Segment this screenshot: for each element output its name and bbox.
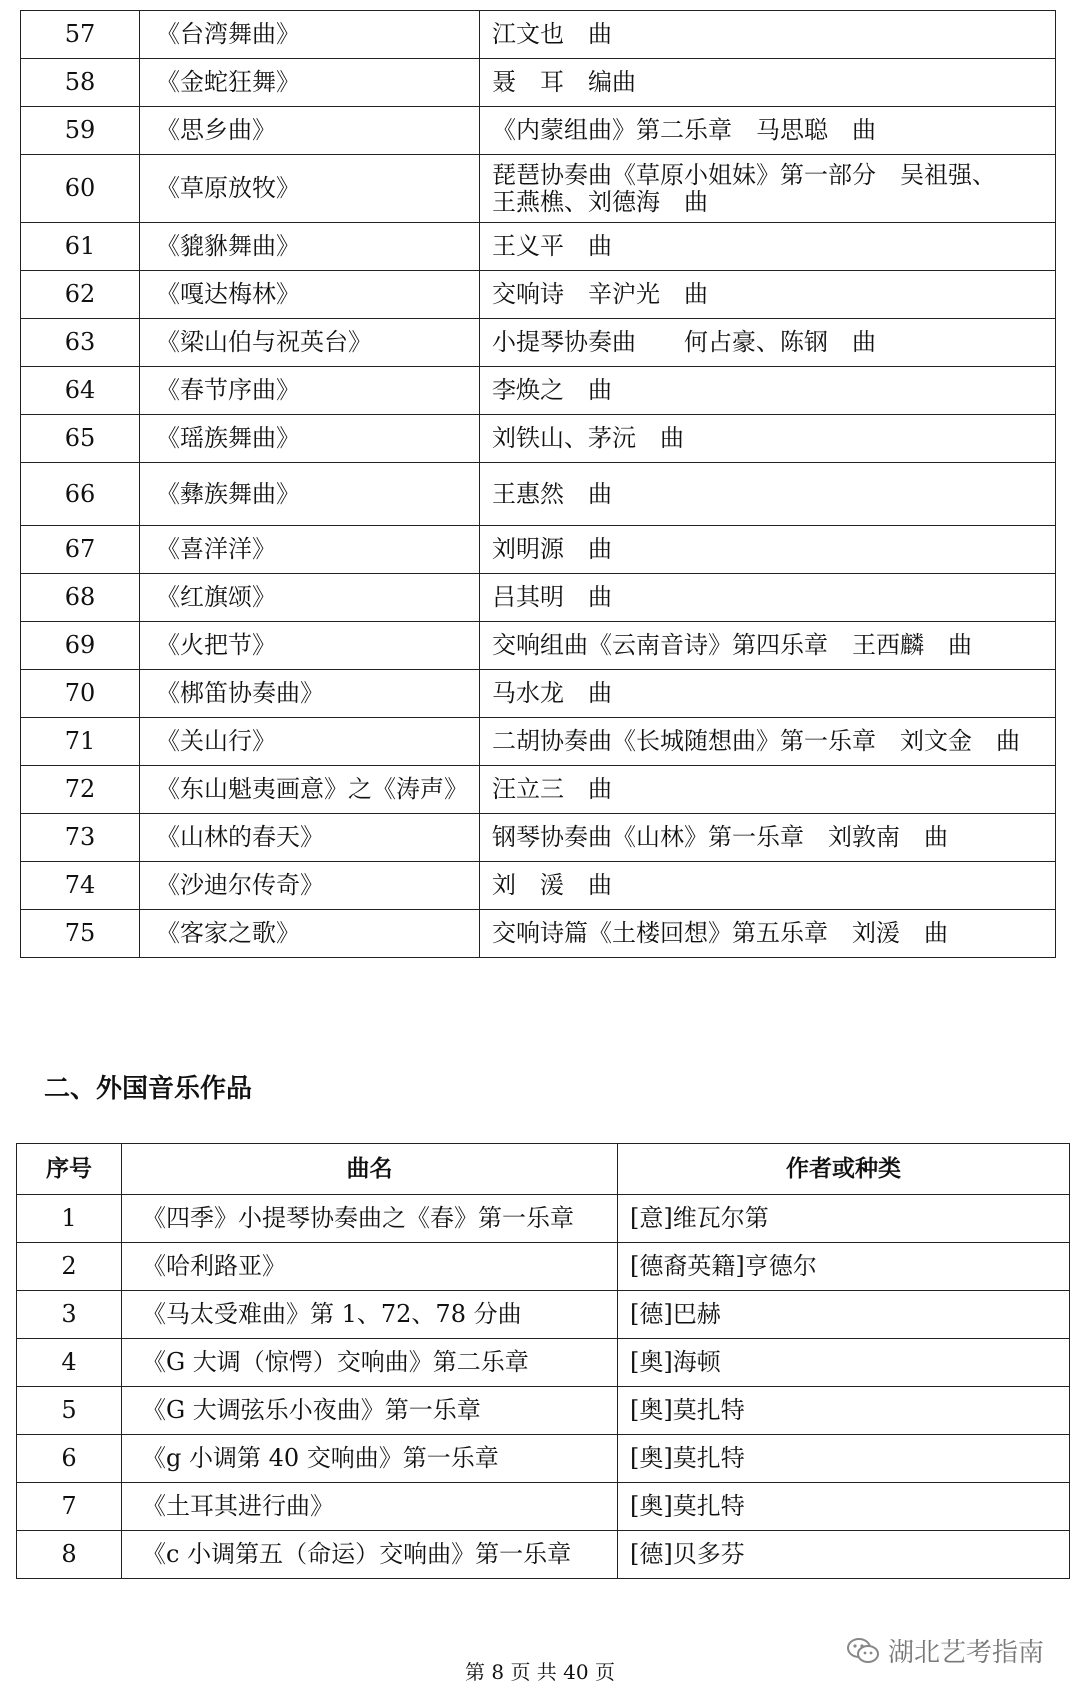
- row-number: 2: [17, 1243, 122, 1291]
- header-number: 序号: [17, 1144, 122, 1195]
- table-row: [21, 367, 1056, 415]
- work-title: 《客家之歌》: [140, 910, 480, 958]
- row-number: 63: [21, 319, 140, 367]
- work-title: 《春节序曲》: [140, 367, 480, 415]
- work-author: 江文也 曲: [480, 11, 1056, 59]
- work-author: 聂 耳 编曲: [480, 59, 1056, 107]
- work-title: 《哈利路亚》: [122, 1243, 618, 1291]
- table-row: [21, 11, 1056, 59]
- table-row: [21, 814, 1056, 862]
- work-title: 《金蛇狂舞》: [140, 59, 480, 107]
- work-title: 《G 大调（惊愕）交响曲》第二乐章: [122, 1339, 618, 1387]
- table-row: [21, 415, 1056, 463]
- work-title: 《梁山伯与祝英台》: [140, 319, 480, 367]
- table-header-row: [17, 1144, 1070, 1195]
- table-row: [21, 862, 1056, 910]
- header-title: 曲名: [122, 1144, 618, 1195]
- work-author: 交响诗 辛沪光 曲: [480, 271, 1056, 319]
- row-number: 57: [21, 11, 140, 59]
- table-row: [21, 910, 1056, 958]
- table-row: [21, 223, 1056, 271]
- work-author: 交响组曲《云南音诗》第四乐章 王西麟 曲: [480, 622, 1056, 670]
- work-author: 刘 湲 曲: [480, 862, 1056, 910]
- row-number: 5: [17, 1387, 122, 1435]
- work-title: 《四季》小提琴协奏曲之《春》第一乐章: [122, 1195, 618, 1243]
- work-title: 《瑶族舞曲》: [140, 415, 480, 463]
- domestic-works-table: [20, 10, 1056, 958]
- row-number: 68: [21, 574, 140, 622]
- work-author-line-1: 琵琶协奏曲《草原小姐妹》第一部分 吴祖强、: [492, 160, 996, 189]
- work-author: 刘铁山、茅沅 曲: [480, 415, 1056, 463]
- table-row: [17, 1483, 1070, 1531]
- work-title: 《火把节》: [140, 622, 480, 670]
- row-number: 61: [21, 223, 140, 271]
- work-title: 《土耳其进行曲》: [122, 1483, 618, 1531]
- work-title: 《嘎达梅林》: [140, 271, 480, 319]
- work-author: 钢琴协奏曲《山林》第一乐章 刘敦南 曲: [480, 814, 1056, 862]
- table-row: [21, 526, 1056, 574]
- table-row: [21, 766, 1056, 814]
- row-number: 64: [21, 367, 140, 415]
- row-number: 72: [21, 766, 140, 814]
- work-author: [奥]莫扎特: [618, 1483, 1070, 1531]
- work-title: 《草原放牧》: [140, 155, 480, 223]
- work-author: 交响诗篇《土楼回想》第五乐章 刘湲 曲: [480, 910, 1056, 958]
- row-number: 62: [21, 271, 140, 319]
- work-title: 《红旗颂》: [140, 574, 480, 622]
- work-title: 《g 小调第 40 交响曲》第一乐章: [122, 1435, 618, 1483]
- table-row: [17, 1435, 1070, 1483]
- foreign-works-table: [16, 1143, 1070, 1579]
- work-author: 吕其明 曲: [480, 574, 1056, 622]
- work-title: 《貔貅舞曲》: [140, 223, 480, 271]
- work-title: 《思乡曲》: [140, 107, 480, 155]
- table-row: [17, 1243, 1070, 1291]
- header-author: 作者或种类: [618, 1144, 1070, 1195]
- table-row: [21, 59, 1056, 107]
- work-author: 小提琴协奏曲 何占豪、陈钢 曲: [480, 319, 1056, 367]
- work-author: [德]贝多芬: [618, 1531, 1070, 1579]
- table-row: [21, 670, 1056, 718]
- row-number: 4: [17, 1339, 122, 1387]
- table-row: [21, 271, 1056, 319]
- table-row: [17, 1531, 1070, 1579]
- row-number: 6: [17, 1435, 122, 1483]
- table-row: [17, 1291, 1070, 1339]
- work-author: [意]维瓦尔第: [618, 1195, 1070, 1243]
- work-author: [480, 155, 1056, 223]
- table-row: [21, 319, 1056, 367]
- table-row: [21, 718, 1056, 766]
- row-number: 7: [17, 1483, 122, 1531]
- watermark-text: 湖北艺考指南: [887, 1638, 1044, 1668]
- row-number: 69: [21, 622, 140, 670]
- table-row: [21, 155, 1056, 223]
- table-row: [21, 107, 1056, 155]
- work-author: 马水龙 曲: [480, 670, 1056, 718]
- table-row: [21, 463, 1056, 526]
- work-title: 《G 大调弦乐小夜曲》第一乐章: [122, 1387, 618, 1435]
- work-title: 《关山行》: [140, 718, 480, 766]
- row-number: 67: [21, 526, 140, 574]
- row-number: 65: [21, 415, 140, 463]
- row-number: 73: [21, 814, 140, 862]
- page-number: 第 8 页 共 40 页: [465, 1660, 615, 1684]
- row-number: 74: [21, 862, 140, 910]
- row-number: 70: [21, 670, 140, 718]
- table-row: [17, 1387, 1070, 1435]
- work-title: 《彝族舞曲》: [140, 463, 480, 526]
- work-title: 《台湾舞曲》: [140, 11, 480, 59]
- work-author: 王惠然 曲: [480, 463, 1056, 526]
- row-number: 66: [21, 463, 140, 526]
- row-number: 75: [21, 910, 140, 958]
- section-heading: 二、外国音乐作品: [44, 1074, 253, 1104]
- row-number: 3: [17, 1291, 122, 1339]
- row-number: 1: [17, 1195, 122, 1243]
- work-author: 王义平 曲: [480, 223, 1056, 271]
- work-title: 《沙迪尔传奇》: [140, 862, 480, 910]
- row-number: 8: [17, 1531, 122, 1579]
- work-title: 《c 小调第五（命运）交响曲》第一乐章: [122, 1531, 618, 1579]
- work-title: 《马太受难曲》第 1、72、78 分曲: [122, 1291, 618, 1339]
- work-title: 《喜洋洋》: [140, 526, 480, 574]
- table-row: [17, 1195, 1070, 1243]
- row-number: 60: [21, 155, 140, 223]
- table-row: [17, 1339, 1070, 1387]
- work-author: 二胡协奏曲《长城随想曲》第一乐章 刘文金 曲: [480, 718, 1056, 766]
- work-author-line-2: 王燕樵、刘德海 曲: [492, 187, 708, 216]
- work-author: 李焕之 曲: [480, 367, 1056, 415]
- row-number: 59: [21, 107, 140, 155]
- table-row: [21, 622, 1056, 670]
- work-author: [奥]莫扎特: [618, 1387, 1070, 1435]
- work-author: [德]巴赫: [618, 1291, 1070, 1339]
- table-row: [21, 574, 1056, 622]
- work-author: 刘明源 曲: [480, 526, 1056, 574]
- row-number: 58: [21, 59, 140, 107]
- work-author: [奥]海顿: [618, 1339, 1070, 1387]
- work-title: 《东山魁夷画意》之《涛声》: [140, 766, 480, 814]
- row-number: 71: [21, 718, 140, 766]
- work-author: 《内蒙组曲》第二乐章 马思聪 曲: [480, 107, 1056, 155]
- work-author: [奥]莫扎特: [618, 1435, 1070, 1483]
- work-title: 《梆笛协奏曲》: [140, 670, 480, 718]
- work-title: 《山林的春天》: [140, 814, 480, 862]
- work-author: [德裔英籍]亨德尔: [618, 1243, 1070, 1291]
- work-author: 汪立三 曲: [480, 766, 1056, 814]
